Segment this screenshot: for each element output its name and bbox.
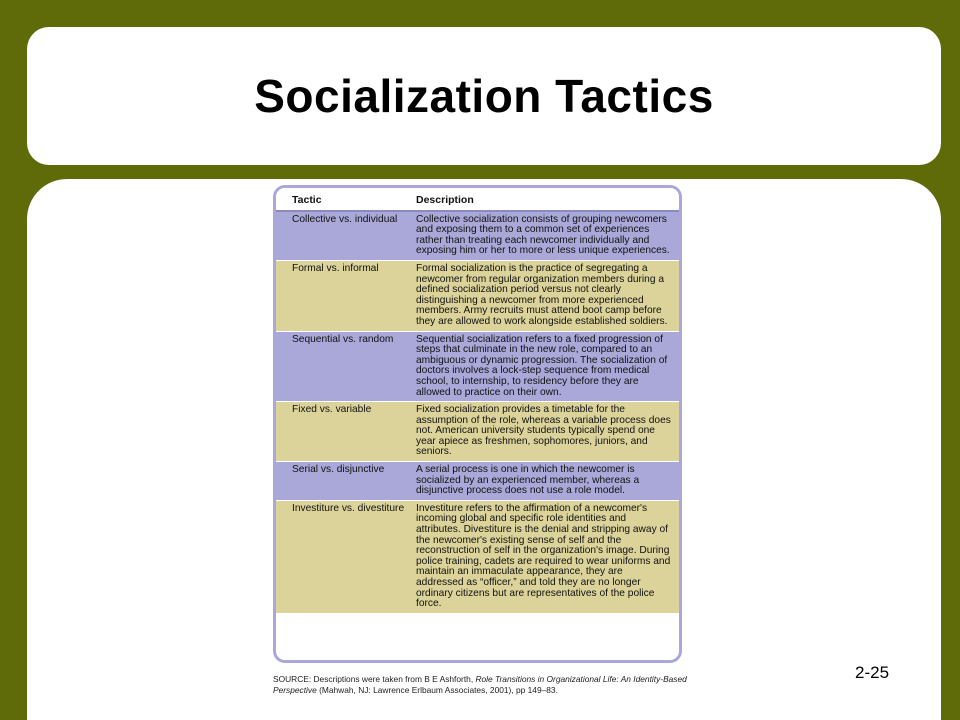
tactic-cell: Serial vs. disjunctive bbox=[276, 462, 410, 501]
header-tactic: Tactic bbox=[276, 188, 410, 211]
table-row bbox=[276, 260, 679, 331]
description-cell: A serial process is one in which the newcomer is socialized by an experienced member, whereas a disjunctive process does not use a role model. bbox=[410, 462, 679, 501]
table-row bbox=[276, 462, 679, 501]
source-suffix: (Mahwah, NJ: Lawrence Erlbaum Associates, 2001), pp 149–83. bbox=[319, 685, 558, 695]
header-description: Description bbox=[410, 188, 679, 211]
tactic-cell: Formal vs. informal bbox=[276, 260, 410, 331]
tactics-table-frame bbox=[273, 185, 682, 663]
source-prefix: SOURCE: Descriptions were taken from B E Ashforth, bbox=[273, 674, 474, 684]
slide-number: 2-25 bbox=[855, 663, 890, 682]
source-note bbox=[273, 674, 693, 696]
tactics-table bbox=[276, 188, 679, 613]
table-header-row bbox=[276, 188, 679, 211]
table-row bbox=[276, 500, 679, 612]
description-cell: Sequential socialization refers to a fixed progression of steps that culminate in the new role, compared to an ambiguous or dynamic progression. The socialization of doctors involves a lock-step sequence from medical school, to internship, to residency before they are allowed to practice on their own. bbox=[410, 331, 679, 402]
table-row bbox=[276, 402, 679, 462]
tactic-cell: Collective vs. individual bbox=[276, 211, 410, 261]
title-panel bbox=[27, 27, 941, 165]
tactic-cell: Sequential vs. random bbox=[276, 331, 410, 402]
description-cell: Formal socialization is the practice of segregating a newcomer from regular organization members during a defined socialization period versus not clearly distinguishing a newcomer from more experienced members. Army recruits must attend boot camp before they are allowed to work alongside established soldiers. bbox=[410, 260, 679, 331]
table-row bbox=[276, 211, 679, 261]
source-book-title: Role Transitions in Organizational Life: An Identity-Based Perspective bbox=[273, 674, 687, 695]
table-row bbox=[276, 331, 679, 402]
description-cell: Fixed socialization provides a timetable for the assumption of the role, whereas a variable process does not. American university students typically spend one year apiece as freshmen, sophomores, juniors, and seniors. bbox=[410, 402, 679, 462]
description-cell: Collective socialization consists of grouping newcomers and exposing them to a common set of experiences rather than treating each newcomer individually and exposing him or her to more or less unique experiences. bbox=[410, 211, 679, 261]
slide-title: Socialization Tactics bbox=[254, 70, 714, 122]
tactic-cell: Fixed vs. variable bbox=[276, 402, 410, 462]
tactic-cell: Investiture vs. divestiture bbox=[276, 500, 410, 612]
description-cell: Investiture refers to the affirmation of a newcomer's incoming global and specific role identities and attributes. Divestiture is the denial and stripping away of the newcomer's existing sense of self and the reconstruction of self in the organization's image. During police training, cadets are required to wear uniforms and maintain an immaculate appearance, they are addressed as “officer,” and told they are no longer ordinary citizens but are representatives of the police force. bbox=[410, 500, 679, 612]
